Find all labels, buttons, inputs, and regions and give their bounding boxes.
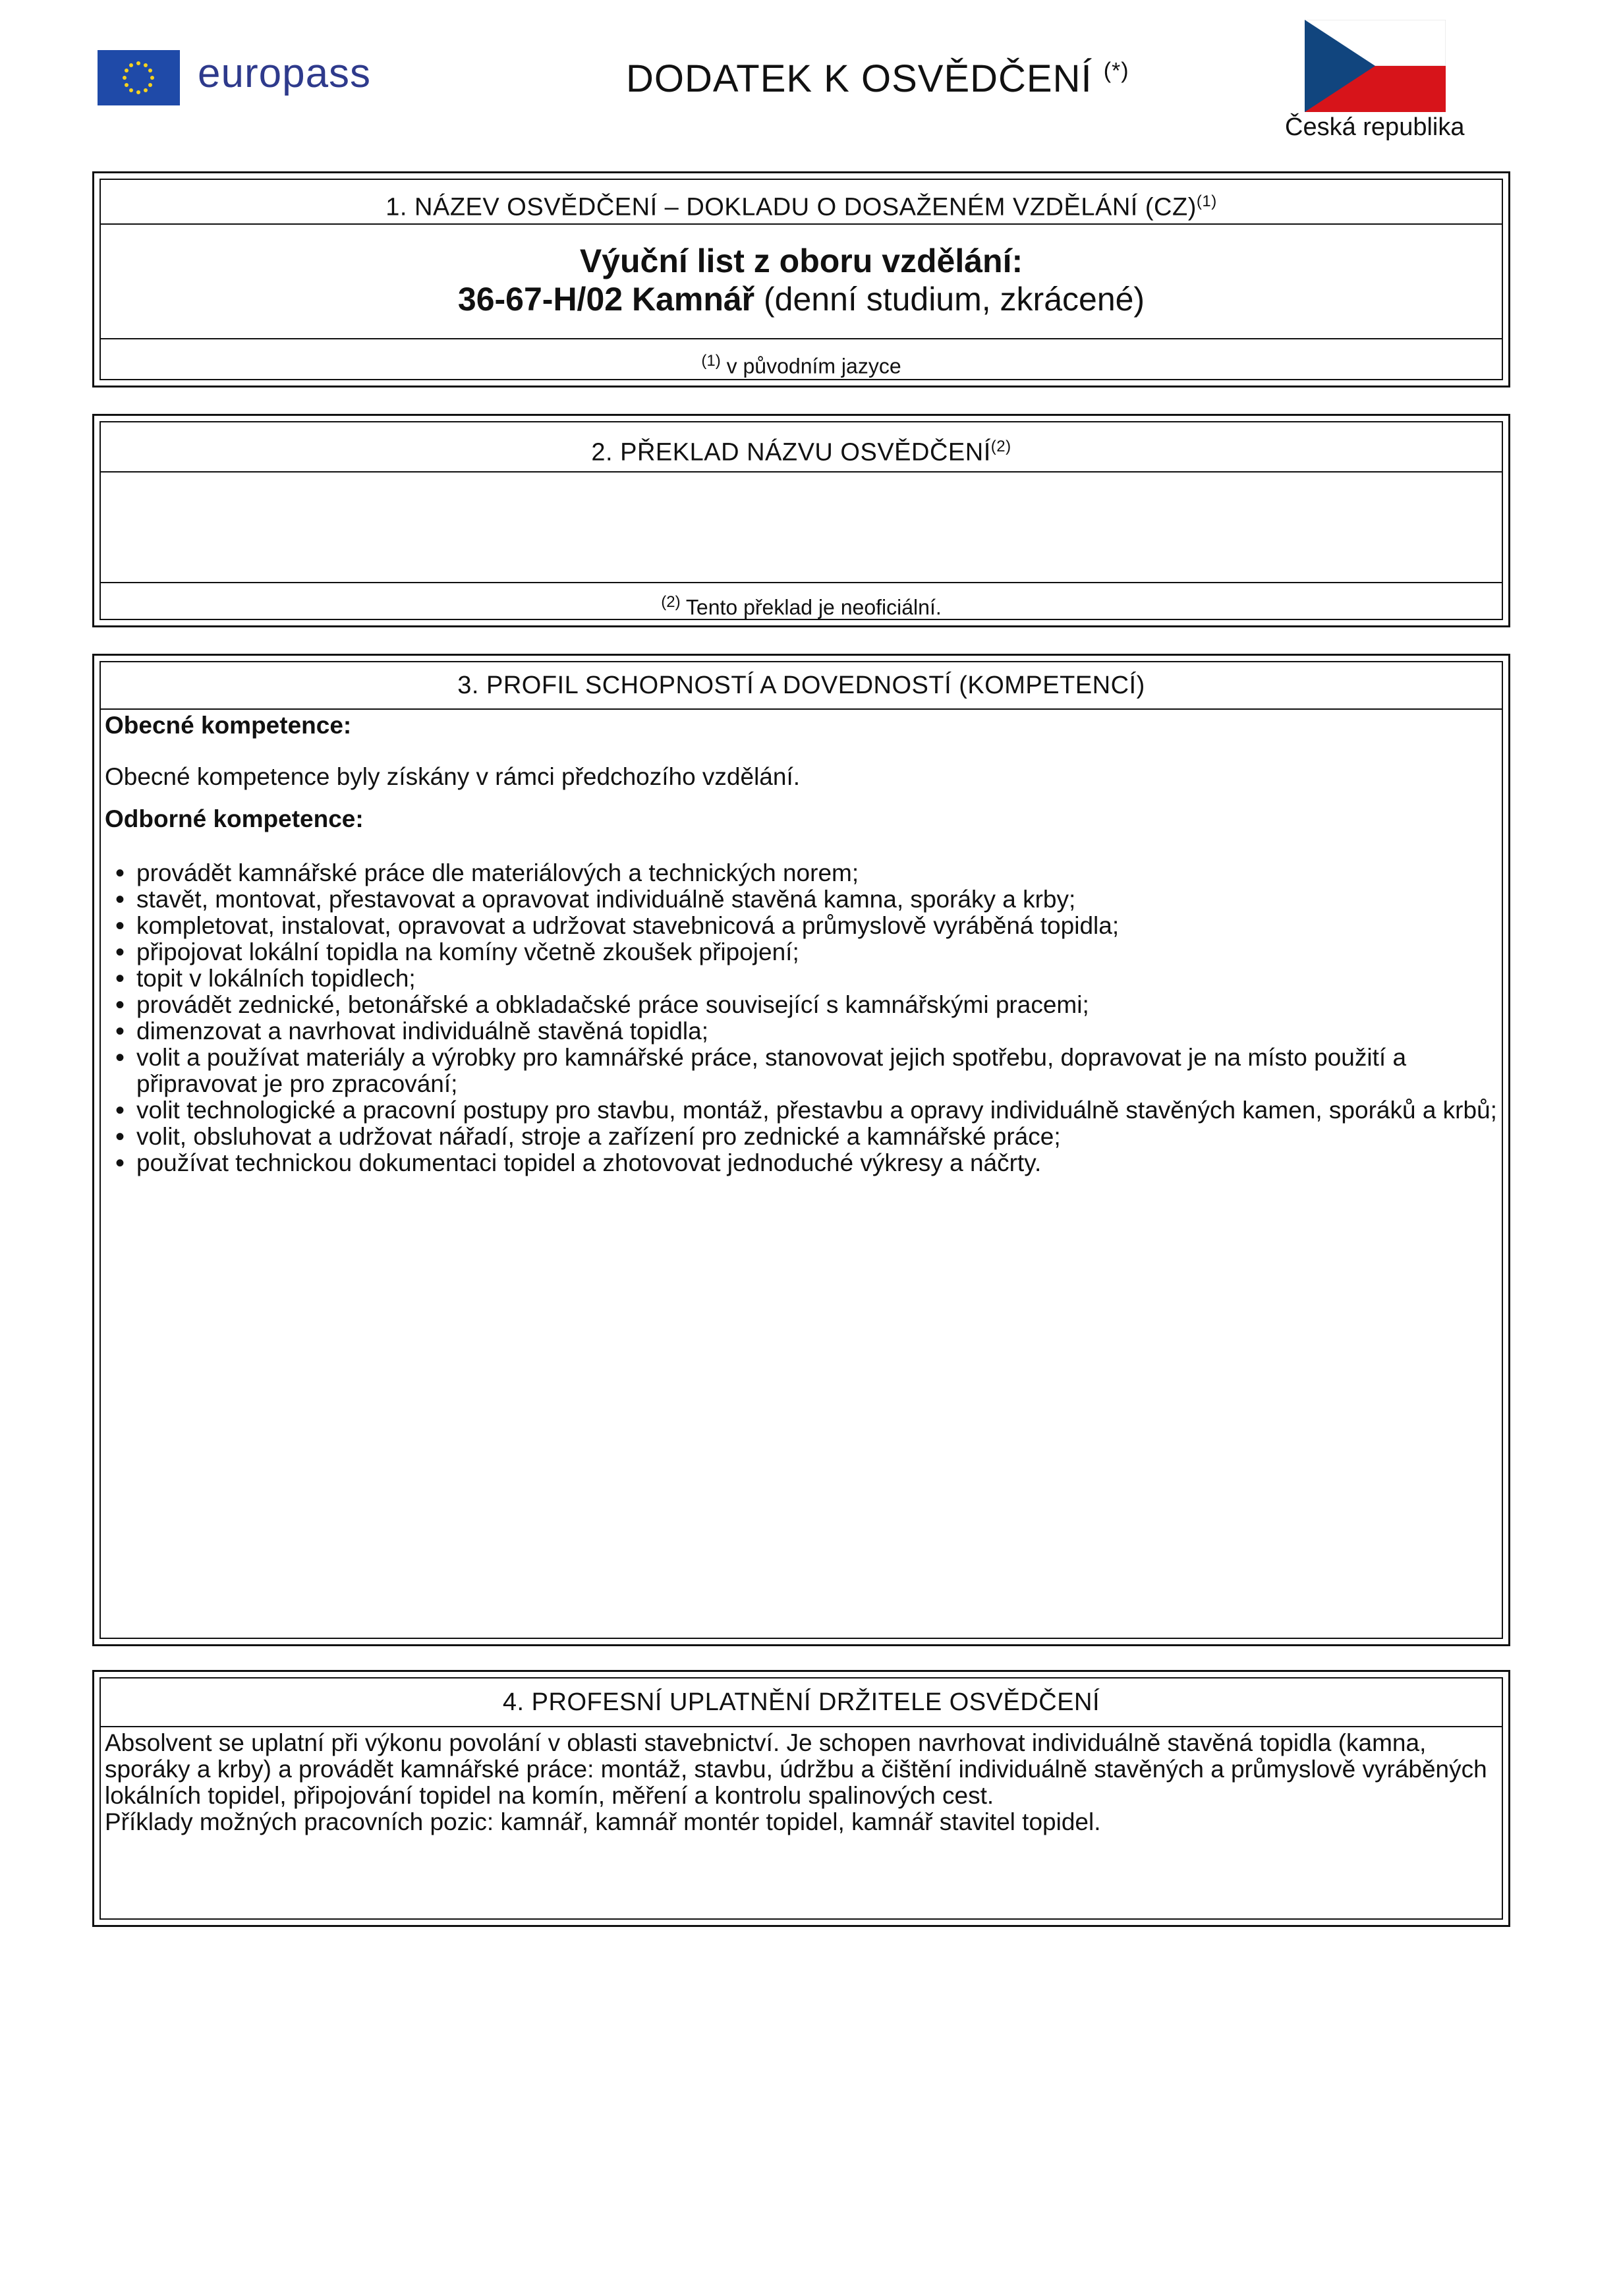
competence-item: • provádět kamnářské práce dle materiálových a technických norem; [101, 860, 1502, 886]
translation-field [101, 471, 1502, 582]
section3-heading: 3. PROFIL SCHOPNOSTÍ A DOVEDNOSTÍ (KOMPETENCÍ) [457, 672, 1145, 699]
professional-competence-list [101, 860, 1502, 1176]
document-title: DODATEK K OSVĚDČENÍ (*) [626, 57, 1129, 100]
general-competence-text: Obecné kompetence byly získány v rámci předchozího vzdělání. [105, 763, 801, 790]
competence-item: • stavět, montovat, přestavovat a opravovat individuálně stavěná kamna, sporáky a krby; [101, 886, 1502, 913]
czech-flag-icon [1305, 20, 1446, 112]
document-header [0, 0, 1619, 165]
competence-item: • připojovat lokální topidla na komíny včetně zkoušek připojení; [101, 939, 1502, 965]
competence-item: • používat technickou dokumentaci topidel a zhotovovat jednoduché výkresy a náčrty. [101, 1150, 1502, 1176]
certificate-title [101, 223, 1502, 330]
section-professional-application [92, 1670, 1510, 1927]
general-competence-label: Obecné kompetence: [105, 712, 352, 739]
country-label: Česká republika [1285, 113, 1465, 141]
section-certificate-title [92, 171, 1510, 387]
certificate-title-line1: Výuční list z oboru vzdělání: [579, 243, 1023, 279]
competence-item: • volit technologické a pracovní postupy pro stavbu, montáž, přestavbu a opravy individuálně stavěných kamen, sporáků a krbů; [101, 1097, 1502, 1124]
job-positions-text: Příklady možných pracovních pozic: kamnář, kamnář montér topidel, kamnář stavitel topidel. [105, 1808, 1101, 1835]
eu-flag-icon [98, 50, 180, 105]
professional-application-text: Absolvent se uplatní při výkonu povolání v oblasti stavebnictví. Je schopen navrhovat individuálně stavěná topidla (kamna, sporáky a krby) a provádět kamnářské práce: montáž, stavbu, údržbu a čištění individuálně stavěných a průmyslově vyráběných lokálních topidel, připojování topidel na komín, měření a kontrolu spalinových cest. [105, 1729, 1487, 1809]
section2-heading: 2. PŘEKLAD NÁZVU OSVĚDČENÍ$^{(2)}$ [591, 438, 1011, 467]
competence-item: • kompletovat, instalovat, opravovat a udržovat stavebnicová a průmyslově vyráběná topidla; [101, 913, 1502, 939]
competence-item: • volit, obsluhovat a udržovat nářadí, stroje a zařízení pro zednické a kamnářské práce; [101, 1124, 1502, 1150]
section1-heading: 1. NÁZEV OSVĚDČENÍ – DOKLADU O DOSAŽENÉM VZDĚLÁNÍ (CZ)$^{(1)}$ [385, 192, 1217, 221]
competence-item: • topit v lokálních topidlech; [101, 965, 1502, 992]
competence-item: • provádět zednické, betonářské a obkladačské práce související s kamnářskými pracemi; [101, 992, 1502, 1018]
original-language-note: $^{(1)}$ v původním jazyce [101, 338, 1502, 382]
competence-content [101, 708, 1502, 1638]
certificate-title-line2: 36-67-H/02 Kamnář (denní studium, zkrácené) [457, 281, 1145, 318]
competence-item: • volit a používat materiály a výrobky pro kamnářské práce, stanovovat jejich spotřebu, dopravovat je na místo použití a připravovat je pro zpracování; [101, 1045, 1502, 1097]
section4-heading: 4. PROFESNÍ UPLATNĚNÍ DRŽITELE OSVĚDČENÍ [502, 1688, 1100, 1716]
professional-competence-label: Odborné kompetence: [105, 805, 364, 832]
professional-application-content [101, 1726, 1502, 1918]
section-competence-profile [92, 654, 1510, 1646]
translation-note: $^{(2)}$ Tento překlad je neoficiální. [101, 582, 1502, 620]
europass-logo: europass [198, 51, 372, 96]
competence-item: • dimenzovat a navrhovat individuálně stavěná topidla; [101, 1018, 1502, 1045]
section-certificate-translation [92, 414, 1510, 627]
